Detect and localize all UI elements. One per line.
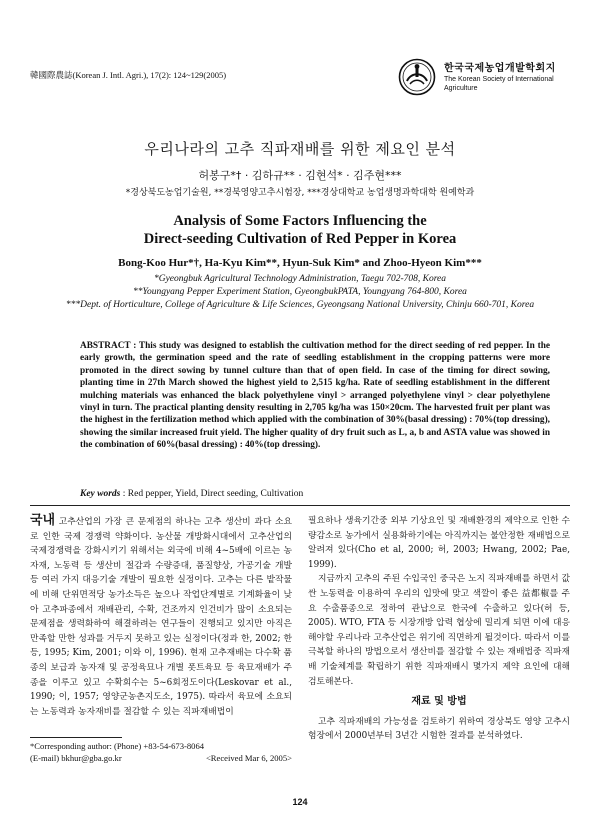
right-paragraph-2: 지금까지 고추의 주된 수입국인 중국은 노지 직파재배를 하면서 값싼 노동력을 이용하여 우리의 입맛에 맞고 색깔이 좋은 益都椒를 주요 수출품종으로 정하여 관납으로 한국에 수출하고 있다(허 등, 2005). WTO, FTA 등 시장개방 압력 협상에 밀리게 되면 이에 대응해야할 우리나라 고추산업은 위기에 직면하게 될것이다. 따라서 이를 극복할 하나의 방법으로서 생산비를 절감할 수 있는 재배법중 직파재배 기술체계를 확립하기 위한 직파재배시 몇가지 제약 요인에 대해 검토해본다. <box>308 574 570 687</box>
english-title-line-1: Analysis of Some Factors Influencing the <box>173 213 427 229</box>
body-left-column <box>30 514 292 719</box>
section-heading-materials-methods: 재료 및 방법 <box>411 696 467 708</box>
corresponding-author: *Corresponding author: (Phone) +83-54-673-8064 <box>30 741 205 751</box>
society-name-english: The Korean Society of International Agriculture <box>444 76 554 92</box>
affiliation-2: **Youngyang Pepper Experiment Station, GyeongbukPATA, Youngyang 764-800, Korea <box>133 286 467 297</box>
korean-title: 우리나라의 고추 직파재배를 위한 제요인 분석 <box>144 140 456 158</box>
abstract-divider <box>30 505 570 506</box>
corresponding-email: (E-mail) bkhur@gba.go.kr <box>30 753 122 763</box>
intro-paragraph <box>30 514 292 719</box>
body-right-column <box>308 514 570 744</box>
keywords <box>80 489 550 499</box>
society-header <box>398 58 578 98</box>
right-paragraph-3: 고추 직파재배의 가능성을 검토하기 위하여 경상북도 영양 고추시험장에서 2000년부터 3년간 시험한 결과를 분석하였다. <box>308 716 570 742</box>
korean-authors: 허봉구*† · 김하규** · 김현석* · 김주현*** <box>198 169 402 182</box>
footnote-row <box>30 752 292 764</box>
society-name-korean: 한국국제농업개발학회지 <box>444 63 556 74</box>
footnote-divider <box>30 737 122 738</box>
english-authors: Bong-Koo Hur*†, Ha-Kyu Kim**, Hyun-Suk Kim* and Zhoo-Hyeon Kim*** <box>118 257 482 269</box>
journal-reference: 韓國際農誌(Korean J. Intl. Agri.), 17(2): 124~129(2005) <box>30 70 227 80</box>
keywords-label: Key words <box>80 489 121 499</box>
english-title <box>0 212 600 248</box>
keywords-list: : Red pepper, Yield, Direct seeding, Cultivation <box>122 489 304 499</box>
intro-text: 고추산업의 가장 큰 문제점의 하나는 고추 생산비 과다 소요로 인한 국제 경쟁력 약화이다. 농산물 개방화시대에서 고추산업의 국제경쟁력을 강화시키기 위해서는 외국에 비해 4~5배에 이르는 농자재, 노동력 등 생산비 절감과 수량증대, 품질향상, 가공기술 개발 등 여러 가지 대응기술 개발이 필요한 실정이다. 고추는 다른 밭작물에 비해 단위면적당 농가소득은 높으나 작업단계별로 기계화율이 낮아 고추파종에서 재배관리, 수확, 건조까지 인건비가 많이 소요되는 문제점을 생력화하여 해결하려는 연구들이 진행되고 있지만 아직은 만족할 만한 성과를 거두지 못하고 있는 실정이다(정과 한, 2002; 한 등, 1995; Kim, 2001; 이와 이, 1996). 현재 고추재배는 다수확 품종의 보급과 농자재 및 공정육묘나 개별 폿트육묘 등 육묘재배가 주종을 이루고 있고 수확회수는 5~6회정도이다(Leskovar et al., 1990; 이, 1957; 영양군농촌지도소, 1975). 따라서 육묘에 소요되는 노동력과 농자재비를 절감할 수 있는 직파재배법이 <box>30 517 292 717</box>
affiliation-1: *Gyeongbuk Agricultural Technology Administration, Taegu 702-708, Korea <box>153 274 447 284</box>
abstract: ABSTRACT : This study was designed to establish the cultivation method for the direct seeding of red pepper. In the early growth, the germination speed and the rate of seedling establishment in the cropping patterns were more promoted in the direct sowing by tunnel culture than that of open field. In case of the timing for direct sowing, planting time in 27th March showed the highest yield to 2,515 kg/ha. Rate of seedling establishment in the different mulching materials was enhanced the black polyethylene vinyl > arranged polyethylene vinyl > clear polyethylene vinyl in turn. The practical planting density resulting in 2,705 kg/ha was 150×20cm. The harvested fruit per plant was the highest in the fertilization method which applied with the combination of 30%(basal dressing) : 70%(top dressing), showing the similar increased fruit yield. The higher quality of dry fruit such as L, a, b and ASTA value was showed in the combination of 60%(basal dressing) : 40%(top dressing). <box>80 341 550 451</box>
right-paragraph-1: 필요하나 생육기간중 외부 기상요인 및 재배환경의 제약으로 인한 수량감소로 농가에서 실용화하기에는 아직까지는 불안정한 재배법으로 알려져 있다(Cho et al, 2000; 허, 2003; Hwang, 2002; Pae, 1999). <box>308 516 570 570</box>
received-date: <Received Mar 6, 2005> <box>205 753 292 763</box>
english-affiliations <box>0 273 600 311</box>
society-emblem-icon <box>398 58 436 96</box>
english-title-line-2: Direct-seeding Cultivation of Red Pepper in Korea <box>143 231 457 247</box>
page-number: 124 <box>292 797 308 807</box>
intro-dropcap: 국내 <box>30 513 56 528</box>
korean-affiliations: *경상북도농업기술원, **경북영양고추시험장, ***경상대학교 농업생명과학대학 원예학과 <box>125 188 475 198</box>
affiliation-3: ***Dept. of Horticulture, College of Agriculture & Life Sciences, Gyeongsang National University, Chinju 660-701, Korea <box>65 299 535 310</box>
footnote <box>30 740 292 764</box>
